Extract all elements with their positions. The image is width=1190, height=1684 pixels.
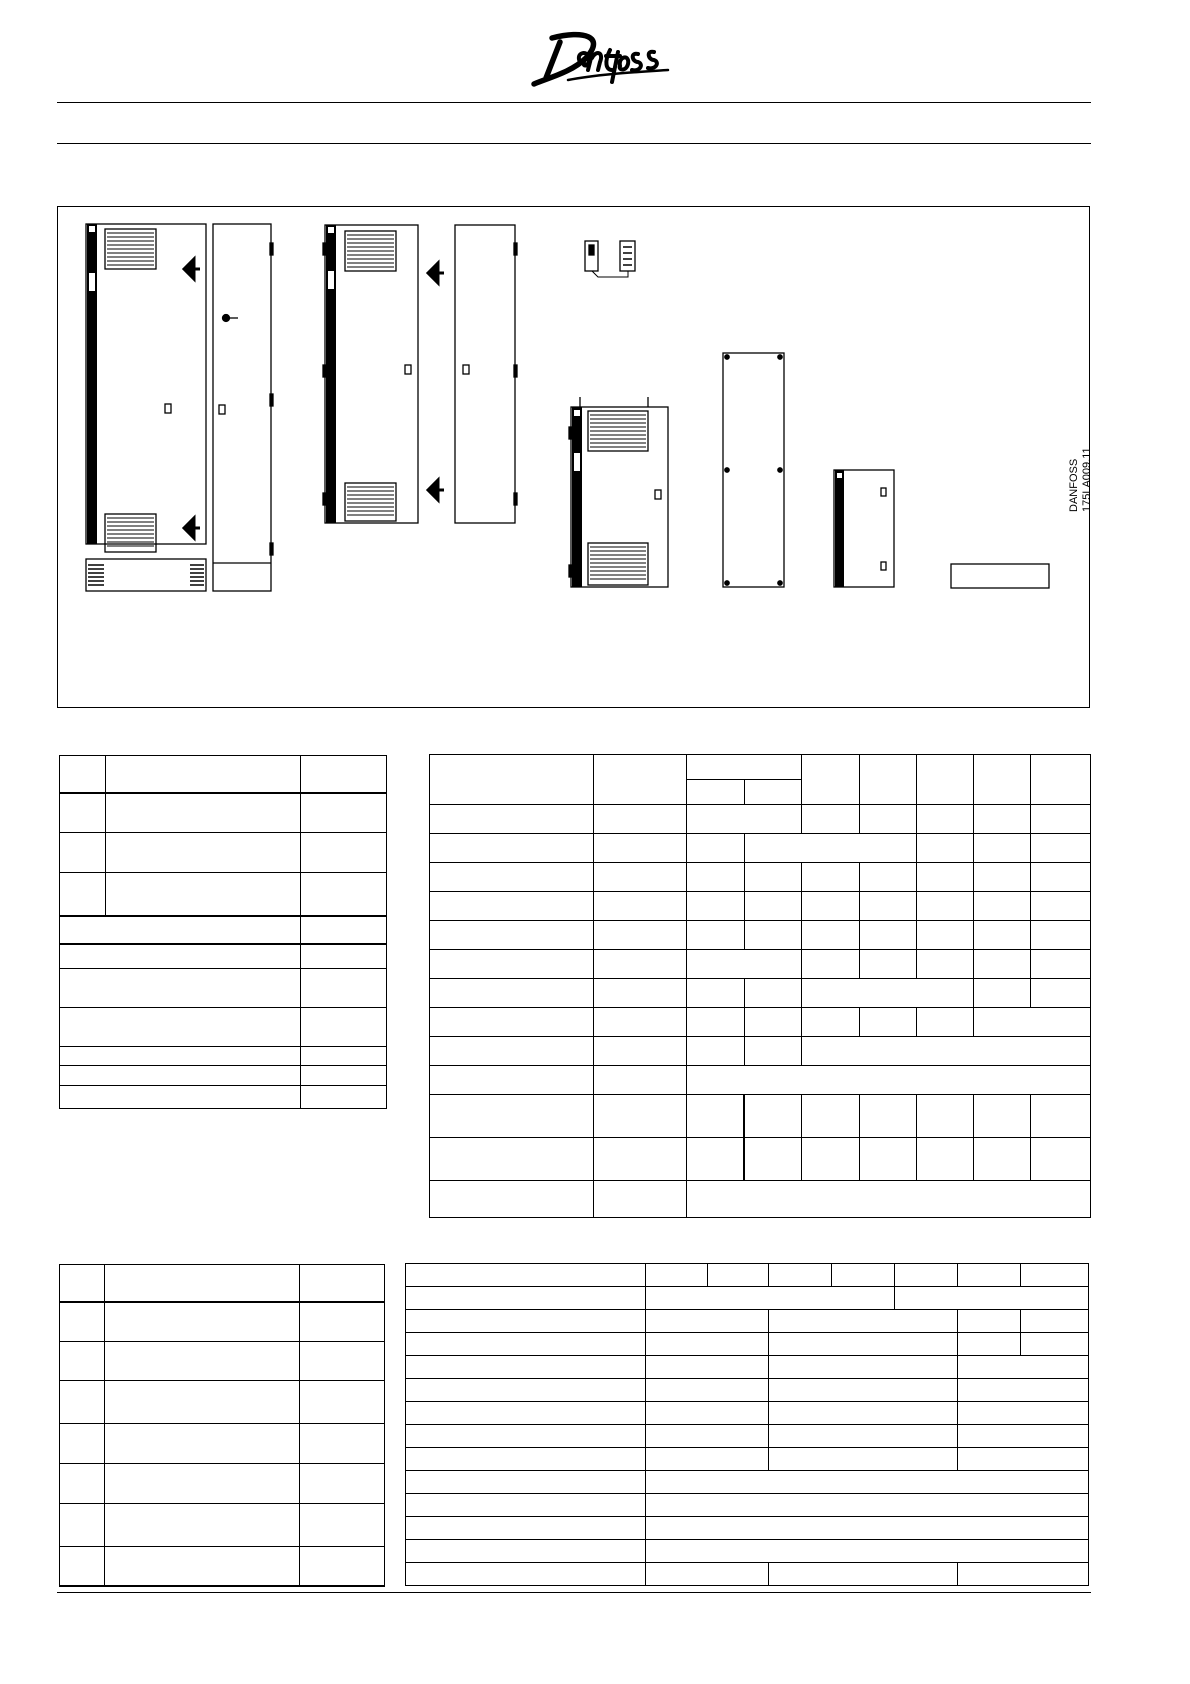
enclosure-drawings [58, 207, 1091, 709]
table-left-bottom [59, 1264, 385, 1587]
danfoss-logo-mark [528, 28, 676, 88]
control-panels [585, 241, 635, 277]
table-left-top [59, 755, 387, 1109]
enclosure-figure [57, 206, 1093, 708]
cabinet-3 [569, 397, 668, 587]
danfoss-logo [528, 28, 676, 88]
panel-plate [723, 353, 784, 587]
figure-code-line2: 175LA009.11 [1081, 447, 1093, 512]
cabinet-2-side [455, 225, 517, 523]
cabinet-1 [86, 224, 206, 591]
figure-code-label [1068, 447, 1094, 512]
figure-code-line1: DANFOSS [1068, 458, 1080, 512]
table-right-top [429, 754, 1091, 1218]
base-plate [951, 564, 1049, 588]
cabinet-2 [323, 225, 418, 523]
table-right-bottom [405, 1263, 1089, 1586]
header-rule-bottom [57, 143, 1091, 144]
footer-rule [57, 1592, 1091, 1593]
small-cabinet [834, 470, 894, 587]
cabinet-1-side [213, 224, 273, 591]
header-rule-top [57, 102, 1091, 103]
